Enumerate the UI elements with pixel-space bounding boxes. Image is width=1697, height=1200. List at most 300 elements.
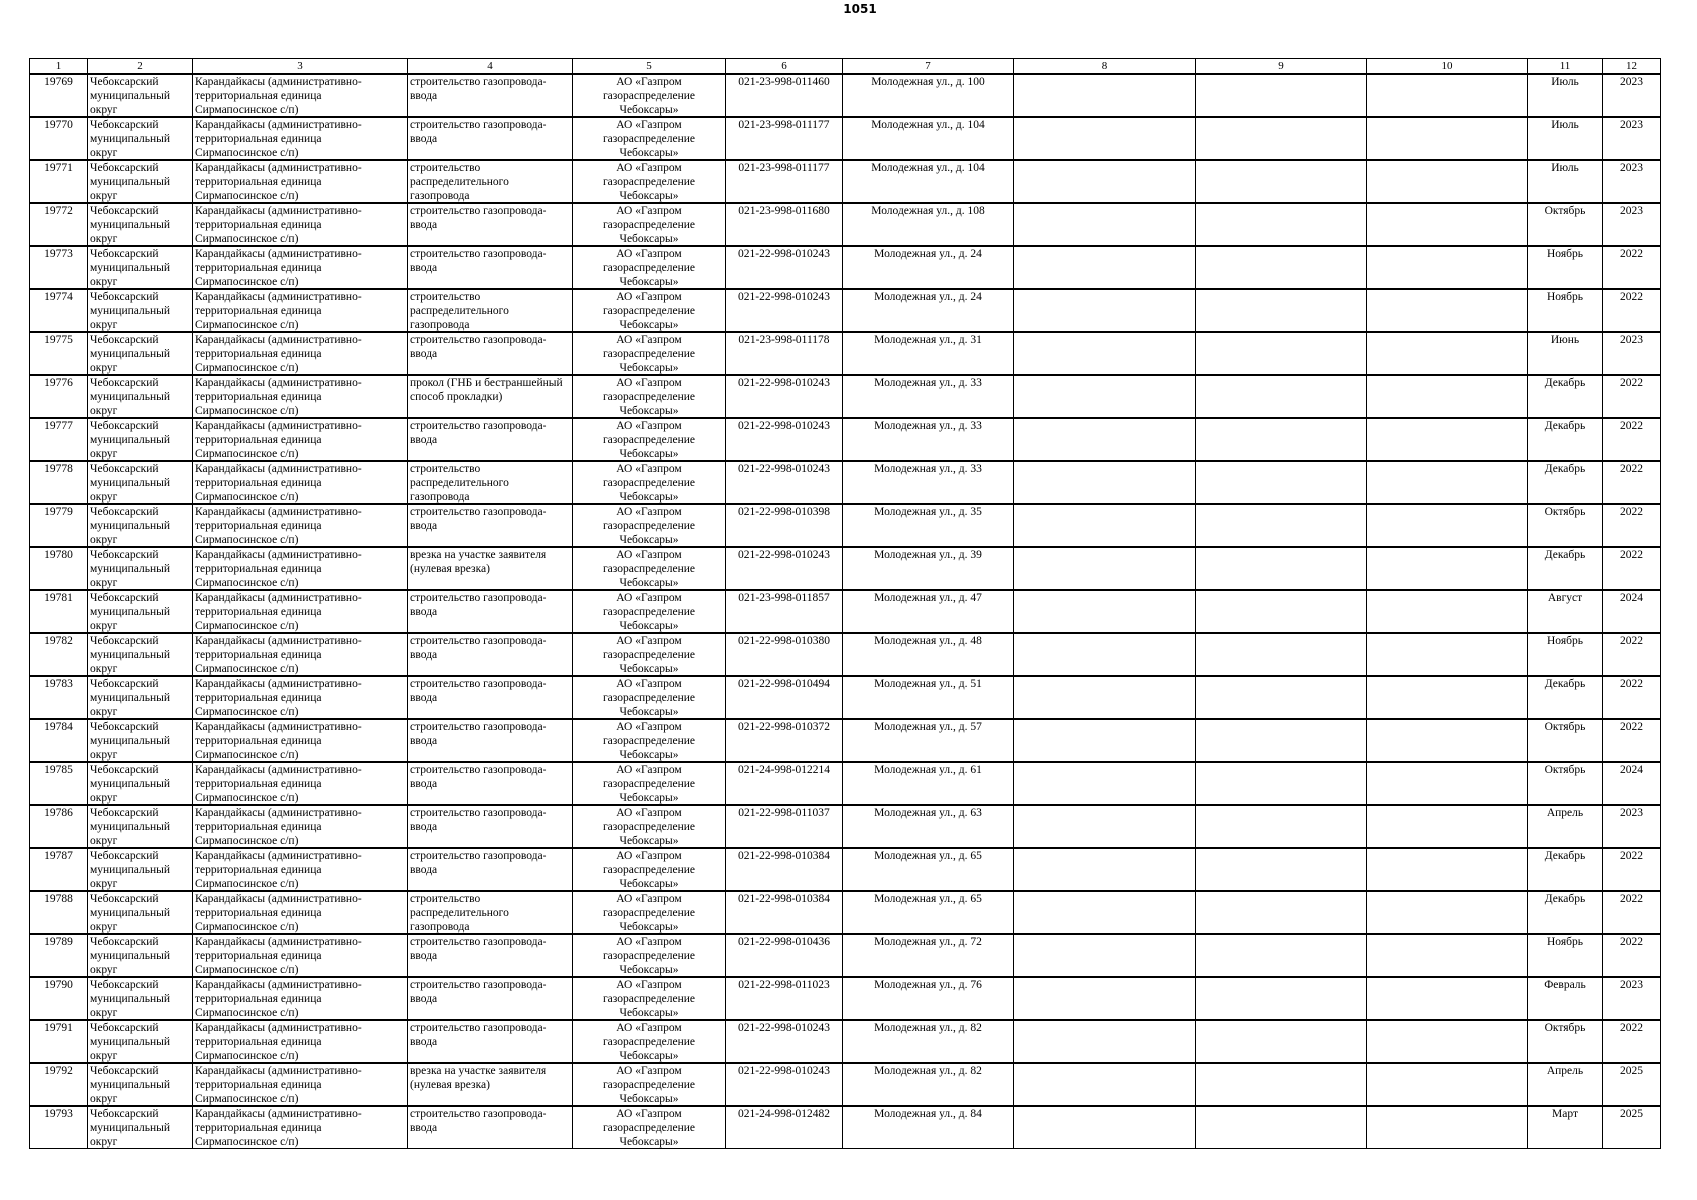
column-10-cell <box>1367 246 1528 289</box>
cell-text: Чебоксарский муниципальный округ <box>90 850 171 890</box>
cell-text: 2022 <box>1620 1022 1643 1034</box>
district-cell <box>88 547 193 590</box>
cell-text <box>1369 419 1525 460</box>
cell-text: Октябрь <box>1544 764 1586 776</box>
application-number-cell <box>726 117 843 160</box>
settlement-cell <box>193 676 408 719</box>
column-header: 1 <box>30 59 88 75</box>
cell-text: 19785 <box>44 764 73 776</box>
table-row <box>30 676 1661 719</box>
column-9-cell <box>1196 633 1367 676</box>
cell-text: Декабрь <box>1544 678 1586 690</box>
cell-text: АО «Газпром газораспределение Чебоксары» <box>602 807 696 847</box>
column-10-cell <box>1367 289 1528 332</box>
table-row <box>30 934 1661 977</box>
month-cell <box>1528 160 1603 203</box>
cell-text: Карандайкасы (административно-территориальная единица Сирмапосинское с/п) <box>195 248 362 288</box>
cell-text <box>1016 75 1193 116</box>
cell-text <box>1369 806 1525 847</box>
year-cell <box>1603 1063 1661 1106</box>
application-number-cell <box>726 547 843 590</box>
application-number-cell <box>726 1106 843 1149</box>
cell-text: Апрель <box>1546 807 1584 819</box>
row-number-cell <box>30 1106 88 1149</box>
row-number-cell <box>30 891 88 934</box>
organization-cell <box>573 375 726 418</box>
cell-text: Октябрь <box>1544 1022 1586 1034</box>
district-cell <box>88 246 193 289</box>
work-type-cell <box>408 246 573 289</box>
cell-text: 2022 <box>1620 549 1643 561</box>
table-row <box>30 1106 1661 1149</box>
organization-cell <box>573 719 726 762</box>
cell-text <box>1369 333 1525 374</box>
row-number-cell <box>30 74 88 117</box>
district-cell <box>88 375 193 418</box>
work-type-cell <box>408 332 573 375</box>
cell-text: Карандайкасы (административно-территориальная единица Сирмапосинское с/п) <box>195 377 362 417</box>
year-cell <box>1603 762 1661 805</box>
application-number-cell <box>726 934 843 977</box>
cell-text <box>1016 118 1193 159</box>
cell-text <box>1369 1064 1525 1105</box>
cell-text: Июнь <box>1550 334 1580 346</box>
cell-text: 021-22-998-010398 <box>738 506 830 518</box>
cell-text <box>1016 161 1193 202</box>
settlement-cell <box>193 805 408 848</box>
column-9-cell <box>1196 246 1367 289</box>
column-header: 12 <box>1603 59 1661 75</box>
cell-text <box>1016 1107 1193 1148</box>
row-number-cell <box>30 160 88 203</box>
cell-text: Молодежная ул., д. 33 <box>874 463 982 475</box>
cell-text: строительство газопровода-ввода <box>410 850 547 876</box>
settlement-cell <box>193 504 408 547</box>
cell-text: Молодежная ул., д. 104 <box>871 119 985 131</box>
work-type-cell <box>408 805 573 848</box>
cell-text: Молодежная ул., д. 31 <box>874 334 982 346</box>
cell-text: Молодежная ул., д. 72 <box>874 936 982 948</box>
column-9-cell <box>1196 762 1367 805</box>
cell-text: Ноябрь <box>1547 635 1583 647</box>
column-8-cell <box>1014 934 1196 977</box>
month-cell <box>1528 1063 1603 1106</box>
table-row <box>30 289 1661 332</box>
cell-text: АО «Газпром газораспределение Чебоксары» <box>602 1108 696 1148</box>
settlement-cell <box>193 461 408 504</box>
cell-text <box>1198 806 1364 847</box>
cell-text: Карандайкасы (административно-территориальная единица Сирмапосинское с/п) <box>195 764 362 804</box>
cell-text: АО «Газпром газораспределение Чебоксары» <box>602 205 696 245</box>
settlement-cell <box>193 1020 408 1063</box>
cell-text <box>1016 462 1193 503</box>
organization-cell <box>573 676 726 719</box>
address-cell <box>843 1063 1014 1106</box>
cell-text: Ноябрь <box>1547 291 1583 303</box>
cell-text: 021-22-998-010384 <box>738 850 830 862</box>
month-cell <box>1528 203 1603 246</box>
row-number-cell <box>30 504 88 547</box>
district-cell <box>88 461 193 504</box>
organization-cell <box>573 977 726 1020</box>
cell-text <box>1016 1064 1193 1105</box>
district-cell <box>88 74 193 117</box>
row-number-cell <box>30 1020 88 1063</box>
application-number-cell <box>726 1063 843 1106</box>
settlement-cell <box>193 590 408 633</box>
settlement-cell <box>193 418 408 461</box>
cell-text: строительство газопровода-ввода <box>410 635 547 661</box>
cell-text: 19770 <box>44 119 73 131</box>
cell-text: строительство газопровода-ввода <box>410 764 547 790</box>
column-8-cell <box>1014 891 1196 934</box>
address-cell <box>843 719 1014 762</box>
cell-text: Молодежная ул., д. 48 <box>874 635 982 647</box>
cell-text: 2022 <box>1620 635 1643 647</box>
year-cell <box>1603 977 1661 1020</box>
cell-text <box>1198 462 1364 503</box>
application-number-cell <box>726 590 843 633</box>
row-number-cell <box>30 203 88 246</box>
cell-text: 2022 <box>1620 936 1643 948</box>
month-cell <box>1528 332 1603 375</box>
cell-text: 021-22-998-011037 <box>738 807 830 819</box>
year-cell <box>1603 74 1661 117</box>
district-cell <box>88 504 193 547</box>
cell-text <box>1369 1107 1525 1148</box>
application-number-cell <box>726 719 843 762</box>
cell-text <box>1369 634 1525 675</box>
application-number-cell <box>726 203 843 246</box>
column-header: 2 <box>88 59 193 75</box>
column-10-cell <box>1367 418 1528 461</box>
cell-text: АО «Газпром газораспределение Чебоксары» <box>602 420 696 460</box>
application-number-cell <box>726 1020 843 1063</box>
district-cell <box>88 332 193 375</box>
cell-text: Чебоксарский муниципальный округ <box>90 76 171 116</box>
organization-cell <box>573 117 726 160</box>
cell-text <box>1369 849 1525 890</box>
column-10-cell <box>1367 762 1528 805</box>
organization-cell <box>573 848 726 891</box>
column-9-cell <box>1196 805 1367 848</box>
row-number-cell <box>30 375 88 418</box>
table-row <box>30 590 1661 633</box>
month-cell <box>1528 547 1603 590</box>
year-cell <box>1603 891 1661 934</box>
cell-text: строительство газопровода-ввода <box>410 936 547 962</box>
column-8-cell <box>1014 1063 1196 1106</box>
settlement-cell <box>193 203 408 246</box>
column-8-cell <box>1014 117 1196 160</box>
year-cell <box>1603 633 1661 676</box>
work-type-cell <box>408 977 573 1020</box>
cell-text: АО «Газпром газораспределение Чебоксары» <box>602 721 696 761</box>
cell-text: Карандайкасы (административно-территориальная единица Сирмапосинское с/п) <box>195 506 362 546</box>
organization-cell <box>573 1020 726 1063</box>
cell-text: Карандайкасы (административно-территориальная единица Сирмапосинское с/п) <box>195 162 362 202</box>
cell-text: 2022 <box>1620 893 1643 905</box>
column-10-cell <box>1367 633 1528 676</box>
column-9-cell <box>1196 160 1367 203</box>
cell-text: строительство газопровода-ввода <box>410 1108 547 1134</box>
month-cell <box>1528 633 1603 676</box>
cell-text <box>1016 978 1193 1019</box>
cell-text <box>1198 1064 1364 1105</box>
column-8-cell <box>1014 547 1196 590</box>
cell-text <box>1198 161 1364 202</box>
cell-text: Чебоксарский муниципальный округ <box>90 592 171 632</box>
work-type-cell <box>408 590 573 633</box>
cell-text: Молодежная ул., д. 47 <box>874 592 982 604</box>
cell-text: АО «Газпром газораспределение Чебоксары» <box>602 291 696 331</box>
column-9-cell <box>1196 590 1367 633</box>
cell-text: 021-22-998-010494 <box>738 678 830 690</box>
settlement-cell <box>193 547 408 590</box>
settlement-cell <box>193 160 408 203</box>
cell-text <box>1198 548 1364 589</box>
year-cell <box>1603 805 1661 848</box>
cell-text: строительство газопровода-ввода <box>410 592 547 618</box>
cell-text <box>1369 75 1525 116</box>
cell-text: строительство газопровода-ввода <box>410 807 547 833</box>
settlement-cell <box>193 891 408 934</box>
column-9-cell <box>1196 332 1367 375</box>
year-cell <box>1603 848 1661 891</box>
cell-text: Молодежная ул., д. 108 <box>871 205 985 217</box>
cell-text: Молодежная ул., д. 65 <box>874 850 982 862</box>
row-number-cell <box>30 547 88 590</box>
year-cell <box>1603 289 1661 332</box>
cell-text: строительство газопровода-ввода <box>410 334 547 360</box>
row-number-cell <box>30 332 88 375</box>
organization-cell <box>573 805 726 848</box>
cell-text <box>1016 548 1193 589</box>
organization-cell <box>573 547 726 590</box>
cell-text: Ноябрь <box>1547 248 1583 260</box>
year-cell <box>1603 418 1661 461</box>
application-number-cell <box>726 891 843 934</box>
column-header: 5 <box>573 59 726 75</box>
work-type-cell <box>408 160 573 203</box>
column-10-cell <box>1367 547 1528 590</box>
cell-text: Чебоксарский муниципальный округ <box>90 635 171 675</box>
column-8-cell <box>1014 1106 1196 1149</box>
organization-cell <box>573 504 726 547</box>
organization-cell <box>573 1063 726 1106</box>
address-cell <box>843 1020 1014 1063</box>
cell-text <box>1369 1021 1525 1062</box>
cell-text <box>1016 333 1193 374</box>
cell-text: строительство газопровода-ввода <box>410 721 547 747</box>
settlement-cell <box>193 934 408 977</box>
cell-text: строительство газопровода-ввода <box>410 119 547 145</box>
cell-text <box>1198 118 1364 159</box>
address-cell <box>843 805 1014 848</box>
column-8-cell <box>1014 719 1196 762</box>
cell-text: Чебоксарский муниципальный округ <box>90 979 171 1019</box>
cell-text: Молодежная ул., д. 82 <box>874 1022 982 1034</box>
cell-text: Чебоксарский муниципальный округ <box>90 463 171 503</box>
address-cell <box>843 289 1014 332</box>
organization-cell <box>573 332 726 375</box>
cell-text: АО «Газпром газораспределение Чебоксары» <box>602 1065 696 1105</box>
cell-text: АО «Газпром газораспределение Чебоксары» <box>602 76 696 116</box>
cell-text <box>1198 75 1364 116</box>
column-header: 4 <box>408 59 573 75</box>
year-cell <box>1603 590 1661 633</box>
year-cell <box>1603 1106 1661 1149</box>
column-8-cell <box>1014 203 1196 246</box>
address-cell <box>843 418 1014 461</box>
work-type-cell <box>408 934 573 977</box>
cell-text: Карандайкасы (административно-территориальная единица Сирмапосинское с/п) <box>195 678 362 718</box>
cell-text: 19781 <box>44 592 73 604</box>
cell-text: Карандайкасы (административно-территориальная единица Сирмапосинское с/п) <box>195 1022 362 1062</box>
table-row <box>30 805 1661 848</box>
organization-cell <box>573 246 726 289</box>
settlement-cell <box>193 74 408 117</box>
cell-text <box>1369 118 1525 159</box>
district-cell <box>88 977 193 1020</box>
cell-text: 2022 <box>1620 463 1643 475</box>
column-10-cell <box>1367 203 1528 246</box>
column-9-cell <box>1196 719 1367 762</box>
address-cell <box>843 332 1014 375</box>
address-cell <box>843 246 1014 289</box>
cell-text: АО «Газпром газораспределение Чебоксары» <box>602 678 696 718</box>
district-cell <box>88 891 193 934</box>
cell-text: Чебоксарский муниципальный округ <box>90 764 171 804</box>
cell-text: 2023 <box>1620 119 1643 131</box>
column-8-cell <box>1014 805 1196 848</box>
year-cell <box>1603 1020 1661 1063</box>
cell-text: строительство распределительного газопровода <box>410 162 509 202</box>
column-9-cell <box>1196 375 1367 418</box>
column-9-cell <box>1196 418 1367 461</box>
month-cell <box>1528 289 1603 332</box>
cell-text <box>1198 505 1364 546</box>
cell-text: 021-23-998-011460 <box>738 76 830 88</box>
cell-text: 2022 <box>1620 506 1643 518</box>
column-header: 8 <box>1014 59 1196 75</box>
month-cell <box>1528 1020 1603 1063</box>
table-row <box>30 203 1661 246</box>
table-row <box>30 891 1661 934</box>
cell-text: Карандайкасы (административно-территориальная единица Сирмапосинское с/п) <box>195 850 362 890</box>
cell-text: 19782 <box>44 635 73 647</box>
year-cell <box>1603 160 1661 203</box>
column-9-cell <box>1196 289 1367 332</box>
application-number-cell <box>726 74 843 117</box>
column-10-cell <box>1367 160 1528 203</box>
work-type-cell <box>408 676 573 719</box>
address-cell <box>843 547 1014 590</box>
cell-text: Апрель <box>1546 1065 1584 1077</box>
cell-text <box>1016 505 1193 546</box>
cell-text: врезка на участке заявителя (нулевая врезка) <box>410 549 547 575</box>
organization-cell <box>573 590 726 633</box>
cell-text: 021-22-998-011023 <box>738 979 830 991</box>
cell-text: Карандайкасы (административно-территориальная единица Сирмапосинское с/п) <box>195 635 362 675</box>
column-8-cell <box>1014 418 1196 461</box>
cell-text: Чебоксарский муниципальный округ <box>90 1065 171 1105</box>
cell-text <box>1369 677 1525 718</box>
cell-text: 19777 <box>44 420 73 432</box>
column-10-cell <box>1367 977 1528 1020</box>
district-cell <box>88 590 193 633</box>
address-cell <box>843 74 1014 117</box>
month-cell <box>1528 117 1603 160</box>
cell-text: 19774 <box>44 291 73 303</box>
row-number-cell <box>30 934 88 977</box>
cell-text: Март <box>1552 1108 1578 1120</box>
column-10-cell <box>1367 719 1528 762</box>
cell-text: Молодежная ул., д. 39 <box>874 549 982 561</box>
settlement-cell <box>193 1063 408 1106</box>
month-cell <box>1528 719 1603 762</box>
district-cell <box>88 117 193 160</box>
cell-text: 19780 <box>44 549 73 561</box>
organization-cell <box>573 74 726 117</box>
cell-text: Карандайкасы (административно-территориальная единица Сирмапосинское с/п) <box>195 205 362 245</box>
column-9-cell <box>1196 547 1367 590</box>
cell-text: Молодежная ул., д. 61 <box>874 764 982 776</box>
cell-text <box>1198 1021 1364 1062</box>
cell-text: Карандайкасы (административно-территориальная единица Сирмапосинское с/п) <box>195 893 362 933</box>
cell-text: АО «Газпром газораспределение Чебоксары» <box>602 334 696 374</box>
cell-text: 19784 <box>44 721 73 733</box>
application-number-cell <box>726 418 843 461</box>
cell-text: Чебоксарский муниципальный округ <box>90 162 171 202</box>
organization-cell <box>573 762 726 805</box>
address-cell <box>843 504 1014 547</box>
table-row <box>30 547 1661 590</box>
cell-text: Молодежная ул., д. 84 <box>874 1108 982 1120</box>
settlement-cell <box>193 117 408 160</box>
cell-text: 2022 <box>1620 721 1643 733</box>
cell-text: Карандайкасы (административно-территориальная единица Сирмапосинское с/п) <box>195 721 362 761</box>
cell-text: Чебоксарский муниципальный округ <box>90 420 171 460</box>
work-type-cell <box>408 375 573 418</box>
cell-text: Чебоксарский муниципальный округ <box>90 248 171 288</box>
table-body <box>30 74 1661 1149</box>
cell-text: Молодежная ул., д. 24 <box>874 248 982 260</box>
cell-text: 2023 <box>1620 162 1643 174</box>
column-header: 3 <box>193 59 408 75</box>
cell-text <box>1016 806 1193 847</box>
cell-text <box>1369 935 1525 976</box>
cell-text <box>1016 247 1193 288</box>
cell-text <box>1198 591 1364 632</box>
cell-text: 19792 <box>44 1065 73 1077</box>
address-cell <box>843 117 1014 160</box>
cell-text: строительство газопровода-ввода <box>410 248 547 274</box>
column-9-cell <box>1196 117 1367 160</box>
cell-text: Молодежная ул., д. 24 <box>874 291 982 303</box>
cell-text: 2022 <box>1620 248 1643 260</box>
application-number-cell <box>726 375 843 418</box>
row-number-cell <box>30 633 88 676</box>
cell-text: АО «Газпром газораспределение Чебоксары» <box>602 936 696 976</box>
cell-text: 021-23-998-011857 <box>738 592 830 604</box>
column-8-cell <box>1014 977 1196 1020</box>
cell-text: Карандайкасы (административно-территориальная единица Сирмапосинское с/п) <box>195 979 362 1019</box>
table-row <box>30 848 1661 891</box>
work-type-cell <box>408 547 573 590</box>
cell-text: 2023 <box>1620 807 1643 819</box>
cell-text: Чебоксарский муниципальный округ <box>90 893 171 933</box>
